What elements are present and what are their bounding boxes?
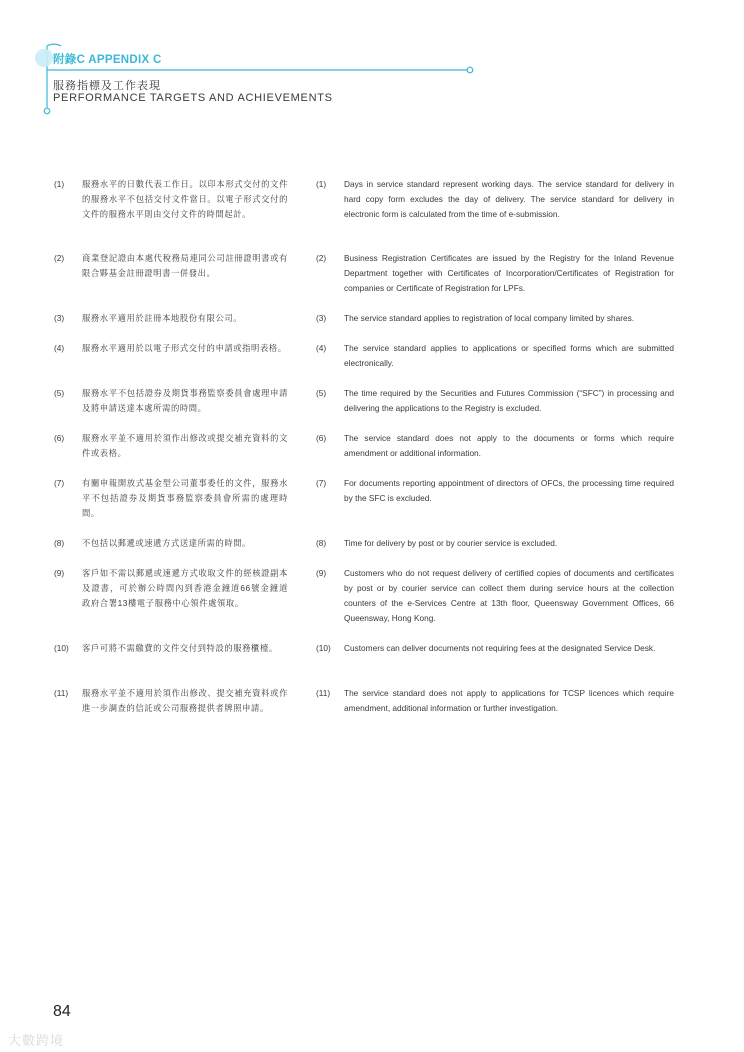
note-number-en: (1) (316, 179, 327, 189)
note-number-en: (8) (316, 538, 327, 548)
note-number-en: (9) (316, 568, 327, 578)
section-title-chinese: 服務指標及工作表現 (53, 80, 161, 92)
note-number-en: (4) (316, 343, 327, 353)
note-number-zh: (4) (54, 343, 65, 353)
note-number-zh: (11) (54, 688, 69, 698)
note-number-zh: (9) (54, 568, 65, 578)
note-text-en: The service standard applies to applications or specified forms which are submitted electronically. (344, 343, 674, 368)
note-text-en: Business Registration Certificates are issued by the Registry for the Inland Revenue Department together with Certificates of Incorporation/Certificates of Registration for companies or Certificate of Registration for LPFs. (344, 253, 674, 293)
note-number-en: (5) (316, 388, 327, 398)
note-number-zh: (3) (54, 313, 65, 323)
note-text-zh: 客戶可將不需繳費的文件交付到特設的服務櫃檯。 (82, 643, 278, 653)
note-text-zh: 商業登記證由本處代稅務局連同公司註冊證明書或有限合夥基金註冊證明書一併發出。 (82, 253, 288, 278)
note-number-en: (7) (316, 478, 327, 488)
note-number-en: (6) (316, 433, 327, 443)
note-number-en: (11) (316, 688, 331, 698)
appendix-label: 附錄C APPENDIX C (53, 54, 162, 66)
note-text-zh: 服務水平不包括證券及期貨事務監察委員會處理申請及將申請送達本處所需的時間。 (82, 388, 288, 413)
note-number-en: (10) (316, 643, 331, 653)
note-text-en: The service standard does not apply to applications for TCSP licences which require amendment, additional information or further investigation. (344, 688, 674, 713)
note-text-zh: 有關申報開放式基金型公司董事委任的文件，服務水平不包括證券及期貨事務監察委員會所需的處理時間。 (82, 478, 288, 518)
note-number-en: (3) (316, 313, 327, 323)
note-number-zh: (1) (54, 179, 65, 189)
note-text-en: For documents reporting appointment of directors of OFCs, the processing time required by the SFC is excluded. (344, 478, 674, 503)
note-text-zh: 服務水平適用於以電子形式交付的申請或指明表格。 (82, 343, 287, 353)
note-text-en: Days in service standard represent working days. The service standard for delivery in hard copy form excludes the day of delivery. The service standard for delivery in electronic form is calculated from the time of e-submission. (344, 179, 674, 219)
note-text-en: The service standard does not apply to the documents or forms which require amendment or additional information. (344, 433, 674, 458)
note-text-en: Customers who do not request delivery of certified copies of documents and certificates by post or by courier service can collect them during service hours at the collection counters of the e-Services Centre at 13th floor, Queensway Government Offices, 66 Queensway, Hong Kong. (344, 568, 674, 623)
note-text-zh: 服務水平並不適用於須作出修改或提交補充資料的文件或表格。 (82, 433, 288, 458)
page-number: 84 (53, 1003, 71, 1020)
note-text-zh: 服務水平適用於註冊本地股份有限公司。 (82, 313, 243, 323)
section-title-english: PERFORMANCE TARGETS AND ACHIEVEMENTS (53, 92, 333, 104)
watermark: 大數跨境 (8, 1033, 65, 1048)
note-text-zh: 不包括以郵遞或速遞方式送達所需的時間。 (82, 538, 252, 548)
note-number-zh: (2) (54, 253, 65, 263)
note-text-en: Time for delivery by post or by courier service is excluded. (344, 538, 558, 548)
note-text-en: The time required by the Securities and Futures Commission (“SFC”) in processing and delivering the applications to the Registry is excluded. (344, 388, 674, 413)
note-text-en: The service standard applies to registration of local company limited by shares. (344, 313, 635, 323)
note-text-zh: 客戶如不需以郵遞或速遞方式收取文件的經核證副本及證書，可於辦公時間內到香港金鐘道66號金鐘道政府合署13樓電子服務中心領件處領取。 (82, 568, 288, 608)
note-number-zh: (5) (54, 388, 65, 398)
note-number-zh: (8) (54, 538, 65, 548)
note-number-zh: (10) (54, 643, 69, 653)
note-text-zh: 服務水平並不適用於須作出修改、提交補充資料或作進一步調查的信託或公司服務提供者牌照申請。 (82, 688, 288, 713)
note-number-en: (2) (316, 253, 327, 263)
note-number-zh: (7) (54, 478, 65, 488)
note-text-en: Customers can deliver documents not requiring fees at the designated Service Desk. (344, 643, 656, 653)
note-text-zh: 服務水平的日數代表工作日。以印本形式交付的文件的服務水平不包括交付文件當日。以電子形式交付的文件的服務水平則由交付文件的時間起計。 (82, 179, 288, 219)
note-number-zh: (6) (54, 433, 65, 443)
